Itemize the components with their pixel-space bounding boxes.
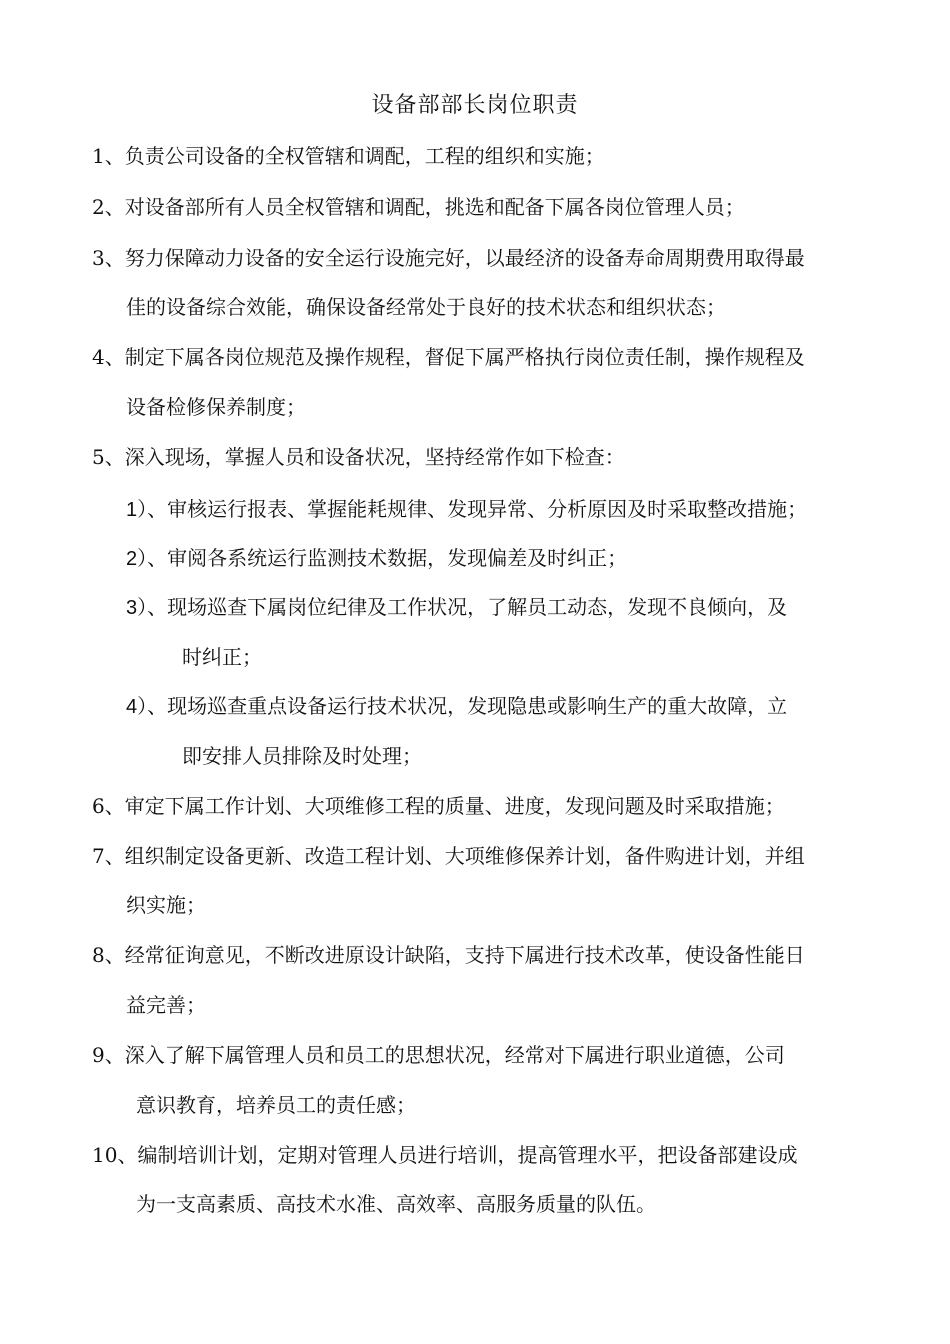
item-number: 4: [92, 345, 105, 369]
item-separator: 、: [104, 844, 125, 868]
sub-item-text: 现场巡查下属岗位纪律及工作状况，了解员工动态，发现不良倾向，及: [167, 595, 788, 619]
sub-item-3-continuation: 时纠正；: [182, 645, 262, 669]
item-separator: 、: [104, 943, 125, 967]
item-text: 组织制定设备更新、改造工程计划、大项维修保养计划，备件购进计划，并组: [124, 844, 805, 868]
item-text: 制定下属各岗位规范及操作规程，督促下属严格执行岗位责任制，操作规程及: [124, 345, 805, 369]
list-item-7: [92, 841, 805, 871]
item-text: 深入了解下属管理人员和员工的思想状况，经常对下属进行职业道德，公司: [124, 1043, 785, 1067]
item-text: 审定下属工作计划、大项维修工程的质量、进度，发现问题及时采取措施；: [124, 794, 785, 818]
item-text: 经常征询意见，不断改进原设计缺陷，支持下属进行技术改革，使设备性能日: [124, 943, 805, 967]
sub-item-separator: ）、: [137, 595, 168, 619]
sub-item-number: 2: [126, 548, 138, 570]
item-separator: 、: [104, 144, 125, 168]
list-item-10-continuation: 为一支高素质、高技术水准、高效率、高服务质量的队伍。: [136, 1192, 656, 1216]
item-separator: 、: [104, 195, 125, 219]
item-number: 10: [92, 1143, 118, 1167]
item-text: 努力保障动力设备的安全运行设施完好，以最经济的设备寿命周期费用取得最: [124, 246, 805, 270]
sub-item-number: 1: [126, 499, 138, 521]
sub-item-4: [126, 691, 787, 722]
item-number: 2: [92, 195, 105, 219]
list-item-1: [92, 141, 605, 171]
sub-item-separator: ）、: [137, 546, 168, 570]
sub-item-text: 现场巡查重点设备运行技术状况，发现隐患或影响生产的重大故障，立: [167, 694, 788, 718]
item-separator: 、: [104, 345, 125, 369]
item-separator: 、: [104, 445, 125, 469]
sub-item-2: [126, 543, 627, 574]
list-item-7-continuation: 织实施；: [126, 893, 206, 917]
sub-item-3: [126, 592, 787, 623]
list-item-3: [92, 243, 805, 273]
item-separator: 、: [104, 794, 125, 818]
item-text: 深入现场，掌握人员和设备状况，坚持经常作如下检查：: [124, 445, 625, 469]
item-separator: 、: [104, 246, 125, 270]
sub-item-4-continuation: 即安排人员排除及时处理；: [182, 744, 422, 768]
item-separator: 、: [117, 1143, 138, 1167]
list-item-10: [92, 1140, 797, 1170]
item-text: 对设备部所有人员全权管辖和调配，挑选和配备下属各岗位管理人员；: [124, 195, 745, 219]
document-title: 设备部部长岗位职责: [371, 93, 579, 118]
list-item-2: [92, 192, 745, 222]
list-item-8: [92, 940, 805, 970]
sub-item-1: [126, 494, 807, 525]
list-item-4: [92, 342, 805, 372]
sub-item-number: 4: [126, 696, 138, 718]
item-number: 9: [92, 1043, 105, 1067]
item-text: 负责公司设备的全权管辖和调配，工程的组织和实施；: [124, 144, 605, 168]
sub-item-text: 审核运行报表、掌握能耗规律、发现异常、分析原因及时采取整改措施；: [167, 497, 808, 521]
list-item-6: [92, 791, 785, 821]
sub-item-separator: ）、: [137, 497, 168, 521]
sub-item-number: 3: [126, 597, 138, 619]
item-number: 1: [92, 144, 105, 168]
list-item-5: [92, 442, 625, 472]
item-separator: 、: [104, 1043, 125, 1067]
list-item-8-continuation: 益完善；: [126, 993, 206, 1017]
sub-item-separator: ）、: [137, 694, 168, 718]
item-number: 5: [92, 445, 105, 469]
list-item-4-continuation: 设备检修保养制度；: [126, 395, 306, 419]
list-item-3-continuation: 佳的设备综合效能，确保设备经常处于良好的技术状态和组织状态；: [126, 295, 726, 319]
list-item-9: [92, 1040, 785, 1070]
list-item-9-continuation: 意识教育，培养员工的责任感；: [136, 1093, 416, 1117]
item-number: 6: [92, 794, 105, 818]
item-number: 8: [92, 943, 105, 967]
item-text: 编制培训计划，定期对管理人员进行培训，提高管理水平，把设备部建设成: [137, 1143, 798, 1167]
item-number: 3: [92, 246, 105, 270]
item-number: 7: [92, 844, 105, 868]
sub-item-text: 审阅各系统运行监测技术数据，发现偏差及时纠正；: [167, 546, 628, 570]
